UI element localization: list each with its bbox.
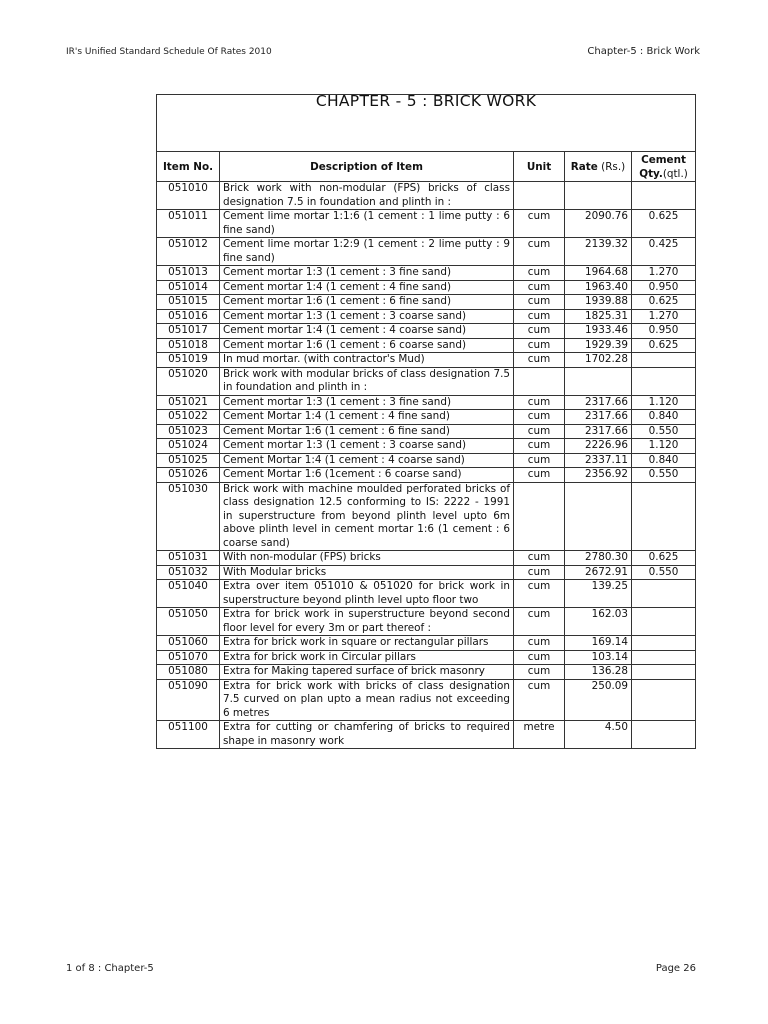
rate-cell: 169.14 — [565, 636, 632, 651]
table-row — [157, 324, 696, 339]
description-cell: Brick work with non-modular (FPS) bricks of class designation 7.5 in foundation and plinth in : — [220, 182, 514, 210]
cement-qty-cell — [632, 482, 696, 551]
cement-qty-cell — [632, 679, 696, 721]
unit-cell: cum — [514, 295, 565, 310]
description-cell: Brick work with modular bricks of class designation 7.5 in foundation and plinth in : — [220, 367, 514, 395]
unit-cell: cum — [514, 338, 565, 353]
table-row — [157, 338, 696, 353]
item-no-cell: 051070 — [157, 650, 220, 665]
item-no-cell: 051010 — [157, 182, 220, 210]
item-no-cell: 051090 — [157, 679, 220, 721]
col-header-rate: Rate (Rs.) — [565, 152, 632, 182]
item-no-cell: 051019 — [157, 353, 220, 368]
rate-cell: 2317.66 — [565, 395, 632, 410]
cement-qty-cell: 0.550 — [632, 424, 696, 439]
unit-cell: cum — [514, 309, 565, 324]
item-no-cell: 051040 — [157, 580, 220, 608]
description-cell: Extra over item 051010 & 051020 for brick work in superstructure beyond plinth level upto floor two — [220, 580, 514, 608]
table-row — [157, 309, 696, 324]
table-row — [157, 482, 696, 551]
unit-cell: cum — [514, 210, 565, 238]
cement-qty-cell — [632, 665, 696, 680]
table-row — [157, 280, 696, 295]
cement-qty-cell: 0.550 — [632, 468, 696, 483]
cement-qty-cell: 1.270 — [632, 266, 696, 281]
description-cell: Cement lime mortar 1:1:6 (1 cement : 1 lime putty : 6 fine sand) — [220, 210, 514, 238]
table-row — [157, 453, 696, 468]
cement-qty-cell — [632, 721, 696, 749]
description-cell: Cement mortar 1:6 (1 cement : 6 fine sand) — [220, 295, 514, 310]
table-body — [157, 182, 696, 749]
rate-cell: 2226.96 — [565, 439, 632, 454]
table-row — [157, 410, 696, 425]
item-no-cell: 051100 — [157, 721, 220, 749]
item-no-cell: 051050 — [157, 608, 220, 636]
description-cell: Brick work with machine moulded perforated bricks of class designation 12.5 conforming to IS: 2222 - 1991 in superstructure from beyond plinth level upto 6m above plinth level in cement mortar 1:6 (1 cement : 6 coarse sand) — [220, 482, 514, 551]
description-cell: Cement mortar 1:3 (1 cement : 3 coarse sand) — [220, 309, 514, 324]
item-no-cell: 051022 — [157, 410, 220, 425]
rate-cell: 136.28 — [565, 665, 632, 680]
table-row — [157, 679, 696, 721]
item-no-cell: 051025 — [157, 453, 220, 468]
cement-qty-cell: 0.625 — [632, 551, 696, 566]
table-row — [157, 210, 696, 238]
rate-cell: 2672.91 — [565, 565, 632, 580]
table-row — [157, 468, 696, 483]
cement-qty-cell: 0.625 — [632, 295, 696, 310]
footer-left: 1 of 8 : Chapter-5 — [66, 963, 154, 974]
rate-cell: 2337.11 — [565, 453, 632, 468]
col-header-description: Description of Item — [220, 152, 514, 182]
unit-cell: cum — [514, 580, 565, 608]
cement-qty-cell: 0.625 — [632, 210, 696, 238]
description-cell: Extra for brick work in Circular pillars — [220, 650, 514, 665]
unit-cell: cum — [514, 324, 565, 339]
col-header-unit: Unit — [514, 152, 565, 182]
rate-cell: 2317.66 — [565, 410, 632, 425]
description-cell: Extra for cutting or chamfering of bricks to required shape in masonry work — [220, 721, 514, 749]
cement-qty-cell: 0.550 — [632, 565, 696, 580]
unit-cell — [514, 482, 565, 551]
description-cell: Extra for brick work in superstructure beyond second floor level for every 3m or part thereof : — [220, 608, 514, 636]
description-cell: With non-modular (FPS) bricks — [220, 551, 514, 566]
cement-qty-cell — [632, 353, 696, 368]
rate-cell: 2356.92 — [565, 468, 632, 483]
unit-cell: cum — [514, 439, 565, 454]
description-cell: Cement mortar 1:3 (1 cement : 3 fine sand) — [220, 266, 514, 281]
description-cell: Cement lime mortar 1:2:9 (1 cement : 2 lime putty : 9 fine sand) — [220, 238, 514, 266]
unit-cell: cum — [514, 468, 565, 483]
col-header-cement-qty: Cement Qty.(qtl.) — [632, 152, 696, 182]
unit-cell — [514, 182, 565, 210]
item-no-cell: 051015 — [157, 295, 220, 310]
item-no-cell: 051013 — [157, 266, 220, 281]
cement-qty-cell: 0.625 — [632, 338, 696, 353]
table-row — [157, 565, 696, 580]
unit-cell: cum — [514, 551, 565, 566]
description-cell: In mud mortar. (with contractor's Mud) — [220, 353, 514, 368]
rate-cell: 162.03 — [565, 608, 632, 636]
item-no-cell: 051018 — [157, 338, 220, 353]
item-no-cell: 051080 — [157, 665, 220, 680]
unit-cell: cum — [514, 238, 565, 266]
description-cell: Cement Mortar 1:6 (1cement : 6 coarse sand) — [220, 468, 514, 483]
item-no-cell: 051011 — [157, 210, 220, 238]
unit-cell: cum — [514, 665, 565, 680]
unit-cell: cum — [514, 453, 565, 468]
unit-cell: cum — [514, 608, 565, 636]
description-cell: Extra for Making tapered surface of brick masonry — [220, 665, 514, 680]
table-row — [157, 650, 696, 665]
table-row — [157, 580, 696, 608]
table-row — [157, 295, 696, 310]
rate-cell: 1939.88 — [565, 295, 632, 310]
table-row — [157, 367, 696, 395]
unit-cell: cum — [514, 266, 565, 281]
rate-cell: 103.14 — [565, 650, 632, 665]
description-cell: Cement mortar 1:3 (1 cement : 3 fine sand) — [220, 395, 514, 410]
unit-cell: cum — [514, 410, 565, 425]
rate-cell: 1933.46 — [565, 324, 632, 339]
description-cell: Cement Mortar 1:4 (1 cement : 4 fine sand) — [220, 410, 514, 425]
unit-cell: cum — [514, 650, 565, 665]
description-cell: Cement mortar 1:6 (1 cement : 6 coarse sand) — [220, 338, 514, 353]
table-row — [157, 353, 696, 368]
rate-cell: 2139.32 — [565, 238, 632, 266]
item-no-cell: 051017 — [157, 324, 220, 339]
item-no-cell: 051020 — [157, 367, 220, 395]
description-cell: Cement Mortar 1:6 (1 cement : 6 fine sand) — [220, 424, 514, 439]
description-cell: Cement mortar 1:3 (1 cement : 3 coarse sand) — [220, 439, 514, 454]
cement-qty-cell — [632, 182, 696, 210]
cement-qty-cell — [632, 580, 696, 608]
cement-qty-cell: 0.840 — [632, 453, 696, 468]
rate-cell: 2780.30 — [565, 551, 632, 566]
cement-qty-cell: 1.270 — [632, 309, 696, 324]
cement-qty-cell — [632, 636, 696, 651]
description-cell: Cement Mortar 1:4 (1 cement : 4 coarse sand) — [220, 453, 514, 468]
table-row — [157, 395, 696, 410]
rate-cell: 1964.68 — [565, 266, 632, 281]
rate-cell: 250.09 — [565, 679, 632, 721]
rate-cell: 1825.31 — [565, 309, 632, 324]
rate-cell: 2317.66 — [565, 424, 632, 439]
table-row — [157, 424, 696, 439]
description-cell: Extra for brick work in square or rectangular pillars — [220, 636, 514, 651]
col-header-item-no: Item No. — [157, 152, 220, 182]
item-no-cell: 051024 — [157, 439, 220, 454]
item-no-cell: 051023 — [157, 424, 220, 439]
table-row — [157, 665, 696, 680]
unit-cell: cum — [514, 395, 565, 410]
rate-cell — [565, 182, 632, 210]
rate-cell: 1702.28 — [565, 353, 632, 368]
description-cell: Cement mortar 1:4 (1 cement : 4 coarse sand) — [220, 324, 514, 339]
item-no-cell: 051030 — [157, 482, 220, 551]
cement-qty-cell — [632, 650, 696, 665]
item-no-cell: 051032 — [157, 565, 220, 580]
running-header-left: IR's Unified Standard Schedule Of Rates 2010 — [66, 47, 272, 57]
item-no-cell: 051060 — [157, 636, 220, 651]
cement-qty-cell: 0.950 — [632, 280, 696, 295]
table-row — [157, 439, 696, 454]
cement-qty-cell: 0.950 — [632, 324, 696, 339]
table-row — [157, 238, 696, 266]
table-row — [157, 266, 696, 281]
rates-table — [156, 94, 696, 749]
unit-cell: cum — [514, 280, 565, 295]
rate-cell: 139.25 — [565, 580, 632, 608]
cement-qty-cell: 1.120 — [632, 439, 696, 454]
rate-cell: 1963.40 — [565, 280, 632, 295]
rate-cell — [565, 367, 632, 395]
unit-cell: cum — [514, 353, 565, 368]
table-row — [157, 636, 696, 651]
item-no-cell: 051021 — [157, 395, 220, 410]
cement-qty-cell: 1.120 — [632, 395, 696, 410]
item-no-cell: 051014 — [157, 280, 220, 295]
rate-cell: 4.50 — [565, 721, 632, 749]
page-number: Page 26 — [655, 963, 696, 974]
table-row — [157, 608, 696, 636]
description-cell: Extra for brick work with bricks of class designation 7.5 curved on plan upto a mean radius not exceeding 6 metres — [220, 679, 514, 721]
chapter-title: CHAPTER - 5 : BRICK WORK — [157, 95, 696, 152]
cement-qty-cell: 0.840 — [632, 410, 696, 425]
unit-cell: cum — [514, 636, 565, 651]
description-cell: With Modular bricks — [220, 565, 514, 580]
rate-cell: 1929.39 — [565, 338, 632, 353]
unit-cell: cum — [514, 565, 565, 580]
running-header-right: Chapter-5 : Brick Work — [587, 46, 700, 57]
item-no-cell: 051016 — [157, 309, 220, 324]
unit-cell — [514, 367, 565, 395]
table-row — [157, 182, 696, 210]
item-no-cell: 051026 — [157, 468, 220, 483]
cement-qty-cell — [632, 608, 696, 636]
rate-cell: 2090.76 — [565, 210, 632, 238]
table-row — [157, 551, 696, 566]
unit-cell: metre — [514, 721, 565, 749]
rate-cell — [565, 482, 632, 551]
table-header-row — [157, 152, 696, 182]
item-no-cell: 051012 — [157, 238, 220, 266]
unit-cell: cum — [514, 424, 565, 439]
description-cell: Cement mortar 1:4 (1 cement : 4 fine sand) — [220, 280, 514, 295]
unit-cell: cum — [514, 679, 565, 721]
cement-qty-cell — [632, 367, 696, 395]
table-row — [157, 721, 696, 749]
cement-qty-cell: 0.425 — [632, 238, 696, 266]
item-no-cell: 051031 — [157, 551, 220, 566]
